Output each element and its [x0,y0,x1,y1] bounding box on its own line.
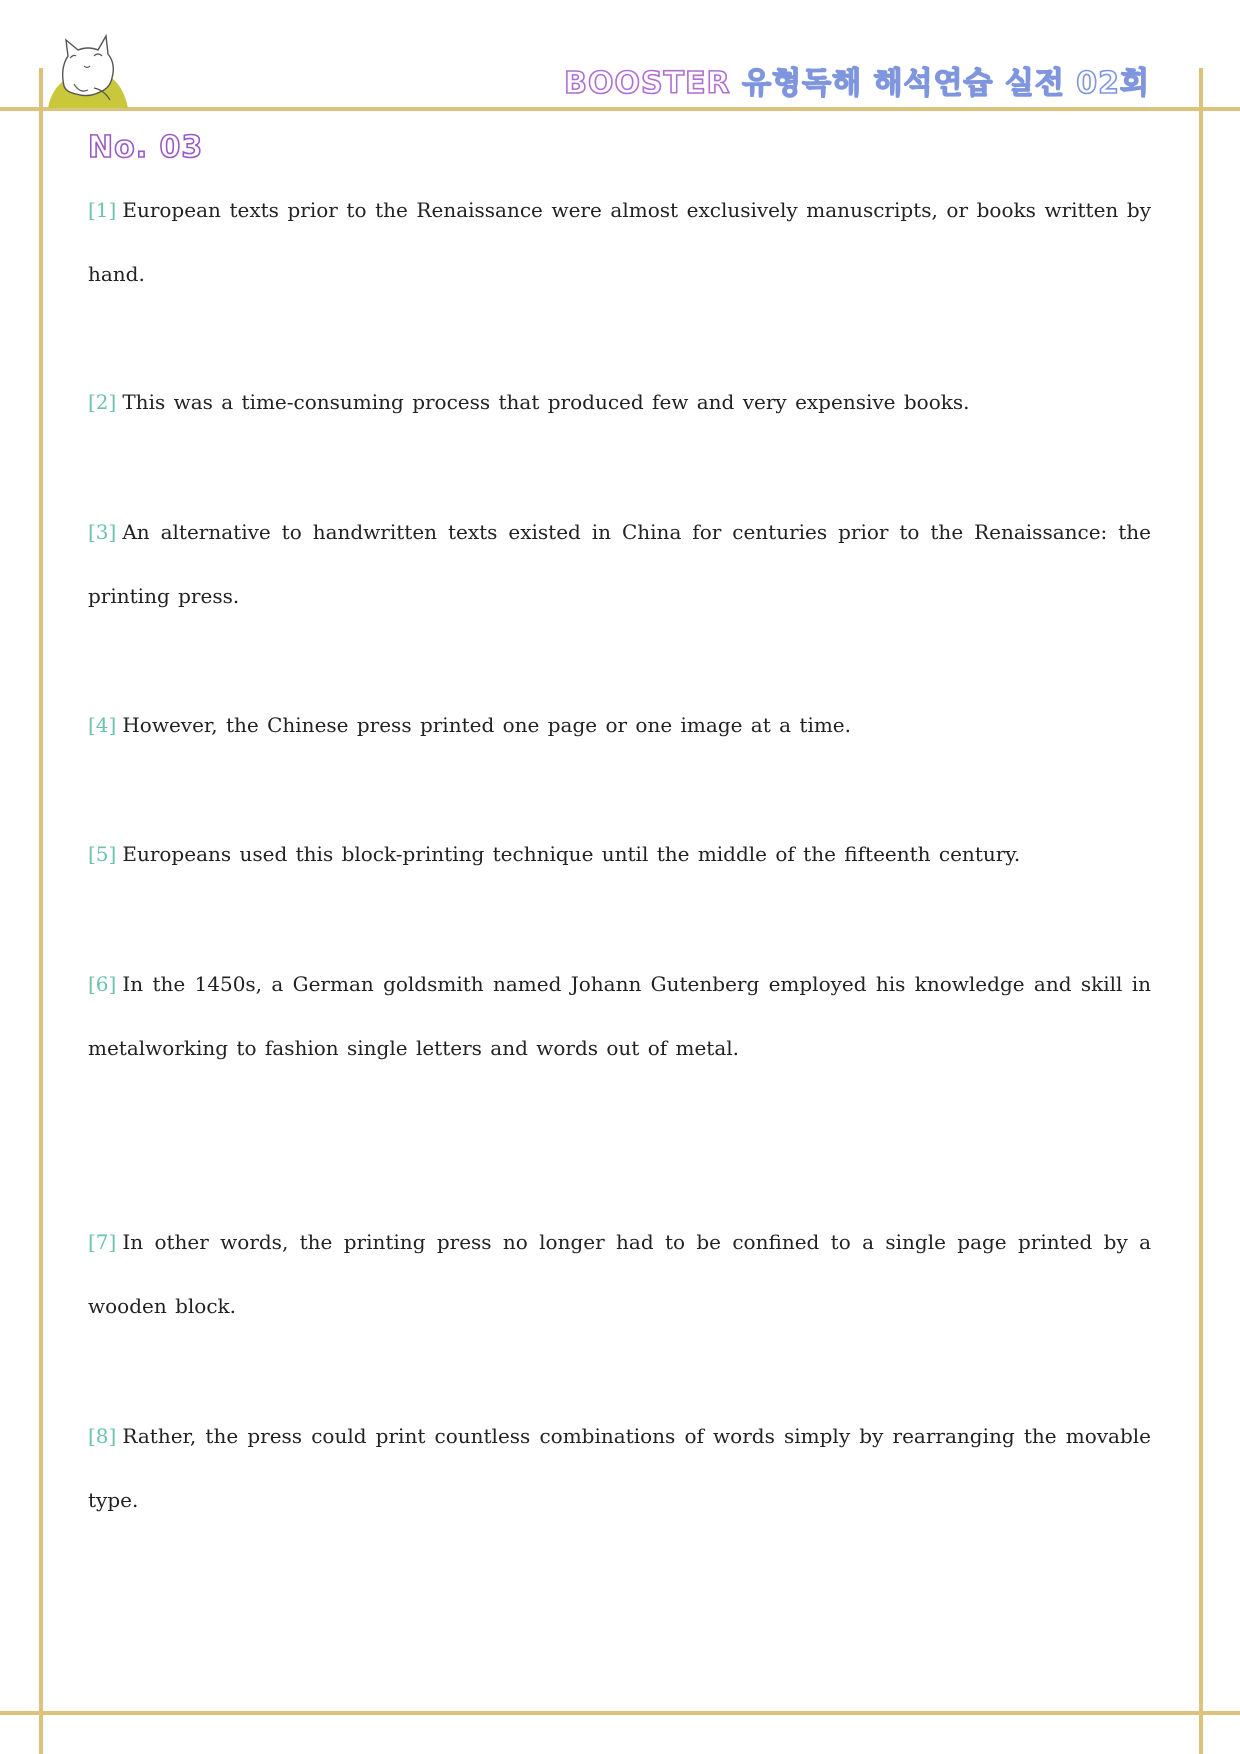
sentence-text: This was a time-consuming process that produced few and very expensive books. [122,390,970,414]
sentence-4 [88,693,1151,757]
sentence-7 [88,1210,1151,1338]
sentence-text: Europeans used this block-printing technique until the middle of the fifteenth century. [122,842,1021,866]
problem-number: No. 03 [88,130,204,165]
frame-left-line [39,68,43,1754]
sentence-number: [2] [88,390,117,414]
header-subtitle: 유형독해 해석연습 실전 02회 [742,66,1150,101]
header-brand: BOOSTER [564,66,731,101]
sentence-number: [7] [88,1230,117,1254]
sentence-5 [88,822,1151,886]
sentence-number: [1] [88,198,117,222]
sentence-text: European texts prior to the Renaissance were almost exclusively manuscripts, or books written by hand. [88,198,1151,286]
frame-top-line [0,107,1240,111]
sentence-number: [3] [88,520,117,544]
sentence-2 [88,370,1151,434]
sentence-6 [88,952,1151,1080]
frame-bottom-line [0,1711,1240,1715]
cat-logo-icon [44,28,132,108]
sentence-text: In other words, the printing press no longer had to be confined to a single page printed by a wooden block. [88,1230,1151,1318]
sentence-number: [8] [88,1424,117,1448]
frame-right-line [1199,68,1203,1754]
sentence-3 [88,500,1151,628]
sentence-text: An alternative to handwritten texts existed in China for centuries prior to the Renaissance: the printing press. [88,520,1151,608]
sentence-number: [6] [88,972,117,996]
sentence-number: [4] [88,713,117,737]
sentence-text: Rather, the press could print countless combinations of words simply by rearranging the movable type. [88,1424,1151,1512]
sentence-text: However, the Chinese press printed one page or one image at a time. [122,713,852,737]
header-title [564,58,1150,102]
sentence-8 [88,1404,1151,1532]
sentence-1 [88,178,1151,306]
sentence-text: In the 1450s, a German goldsmith named Johann Gutenberg employed his knowledge and skill in metalworking to fashion single letters and words out of metal. [88,972,1151,1060]
sentence-number: [5] [88,842,117,866]
